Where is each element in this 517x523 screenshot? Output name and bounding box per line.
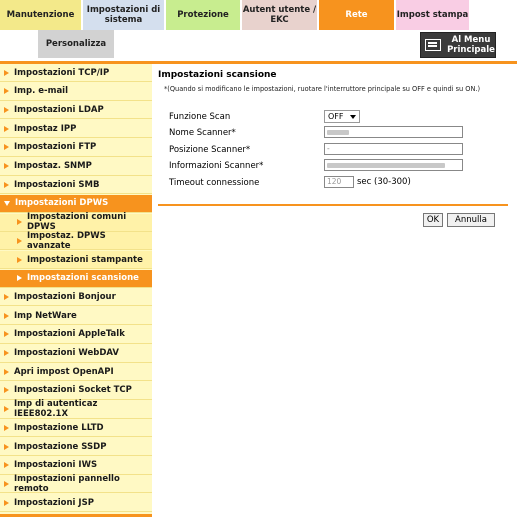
arrow-right-icon — [4, 462, 9, 468]
ok-button[interactable]: OK — [423, 213, 443, 227]
sidebar-item-ipp[interactable] — [0, 120, 152, 138]
sidebar-item-ftp[interactable] — [0, 139, 152, 157]
scanner-info-input[interactable] — [324, 159, 463, 171]
redacted-value — [327, 130, 349, 135]
arrow-right-icon — [17, 257, 22, 263]
sidebar-item-label: Impostazioni DPWS — [15, 198, 109, 209]
sidebar-item-ssdp[interactable] — [0, 438, 152, 456]
arrow-right-icon — [4, 126, 9, 132]
page-title: Impostazioni scansione — [158, 70, 277, 80]
sidebar-item-label: Impostazioni IWS — [14, 460, 98, 471]
arrow-right-icon — [17, 275, 22, 281]
scanner-position-value: - — [327, 144, 330, 153]
tab-user-auth[interactable]: Autent utente / EKC — [242, 0, 318, 30]
sidebar-item-label: Impostazioni SMB — [14, 179, 100, 190]
dropdown-caret-icon — [350, 115, 356, 119]
timeout-input[interactable]: 120 — [324, 176, 354, 188]
sidebar-item-label: Impostazioni Socket TCP — [14, 385, 132, 396]
sidebar-item-label: Impostazioni FTP — [14, 142, 97, 153]
sidebar-item-label: Impostazione SSDP — [14, 441, 107, 452]
scanner-position-input[interactable] — [324, 143, 463, 155]
sidebar-item-label: Apri impost OpenAPI — [14, 366, 114, 377]
sidebar-item-ldap[interactable] — [0, 101, 152, 119]
sidebar-item-remote-panel[interactable] — [0, 475, 152, 493]
sidebar-item-label: Impostazioni scansione — [27, 273, 139, 284]
arrow-right-icon — [17, 219, 22, 225]
sidebar-item-label: Impostazioni stampante — [27, 254, 143, 265]
sidebar-item-socket-tcp[interactable] — [0, 382, 152, 400]
sidebar-item-ieee8021x[interactable] — [0, 401, 152, 419]
arrow-right-icon — [4, 406, 9, 412]
tab-maintenance[interactable]: Manutenzione — [0, 0, 82, 30]
top-tab-bar — [0, 0, 517, 30]
arrow-right-icon — [4, 294, 9, 300]
arrow-right-icon — [4, 182, 9, 188]
sidebar-bottom-divider — [0, 514, 152, 517]
arrow-right-icon — [4, 313, 9, 319]
sidebar-item-label: Imp. e-mail — [14, 86, 69, 97]
sidebar — [0, 64, 152, 514]
sidebar-item-label: Impostazioni AppleTalk — [14, 329, 125, 340]
scanner-position-label: Posizione Scanner* — [169, 145, 251, 155]
sidebar-item-label: Imp NetWare — [14, 310, 77, 321]
sidebar-item-label: Impostazioni LDAP — [14, 104, 104, 115]
sidebar-item-label: Impostazioni WebDAV — [14, 348, 119, 358]
scanner-name-label: Nome Scanner* — [169, 128, 236, 138]
scan-function-select[interactable] — [324, 110, 360, 123]
sidebar-item-webdav[interactable] — [0, 345, 152, 363]
restart-note: *(Quando si modificano le impostazioni, ruotare l'interruttore principale su OFF e quindi su ON.) — [164, 85, 481, 93]
arrow-right-icon — [4, 163, 9, 169]
arrow-down-icon — [4, 201, 10, 206]
sidebar-item-dpws-common[interactable] — [0, 214, 152, 232]
sidebar-item-label: Impostazioni pannello remoto — [14, 473, 120, 494]
sidebar-item-label: Impostazioni JSP — [14, 497, 94, 508]
timeout-unit: sec (30-300) — [357, 177, 411, 187]
sidebar-item-email[interactable] — [0, 83, 152, 101]
arrow-right-icon — [4, 481, 9, 487]
scan-function-value: OFF — [328, 112, 344, 121]
main-menu-button[interactable] — [420, 32, 496, 58]
sidebar-item-label: Impostaz. DPWS avanzate — [27, 230, 106, 251]
sidebar-item-smb[interactable] — [0, 176, 152, 194]
tab-print-settings[interactable]: Impost stampa — [396, 0, 470, 30]
sidebar-item-iws[interactable] — [0, 457, 152, 475]
sidebar-item-jsp[interactable] — [0, 494, 152, 512]
arrow-right-icon — [4, 331, 9, 337]
sidebar-item-lltd[interactable] — [0, 419, 152, 437]
sidebar-item-label: Impostazioni Bonjour — [14, 291, 116, 302]
sidebar-item-label: Impostazioni comuni DPWS — [27, 212, 127, 233]
sidebar-item-bonjour[interactable] — [0, 288, 152, 306]
sidebar-item-tcpip[interactable] — [0, 64, 152, 82]
sidebar-item-label: Impostaz IPP — [14, 123, 77, 134]
arrow-right-icon — [4, 144, 9, 150]
redacted-value — [327, 163, 445, 168]
sidebar-item-appletalk[interactable] — [0, 326, 152, 344]
arrow-right-icon — [4, 70, 9, 76]
tab-customize[interactable]: Personalizza — [38, 30, 114, 58]
arrow-right-icon — [4, 350, 9, 356]
sidebar-item-dpws-advanced[interactable] — [0, 232, 152, 250]
arrow-right-icon — [4, 425, 9, 431]
sidebar-item-scan-settings[interactable] — [0, 270, 152, 288]
arrow-right-icon — [4, 88, 9, 94]
arrow-right-icon — [4, 387, 9, 393]
arrow-right-icon — [4, 500, 9, 506]
tab-security[interactable]: Protezione — [166, 0, 241, 30]
cancel-button[interactable]: Annulla — [447, 213, 495, 227]
sidebar-item-label: Impostaz. SNMP — [14, 161, 92, 171]
content-divider — [158, 204, 508, 206]
tab-system-settings[interactable]: Impostazioni di sistema — [83, 0, 165, 30]
sidebar-item-openapi[interactable] — [0, 363, 152, 381]
sidebar-item-snmp[interactable] — [0, 158, 152, 176]
sidebar-item-label: Imp di autenticaz IEEE802.1X — [14, 399, 98, 420]
scanner-info-label: Informazioni Scanner* — [169, 161, 264, 171]
arrow-right-icon — [4, 444, 9, 450]
arrow-right-icon — [4, 107, 9, 113]
sidebar-item-printer-settings[interactable] — [0, 251, 152, 269]
sidebar-item-dpws[interactable] — [0, 195, 152, 213]
timeout-label: Timeout connessione — [169, 178, 260, 188]
menu-icon — [425, 39, 441, 51]
scan-function-label: Funzione Scan — [169, 112, 231, 122]
main-menu-label: Al Menu Principale — [447, 35, 495, 55]
sidebar-item-netware[interactable] — [0, 307, 152, 325]
arrow-right-icon — [4, 369, 9, 375]
tab-network[interactable]: Rete — [319, 0, 395, 30]
arrow-right-icon — [17, 238, 22, 244]
scanner-name-input[interactable] — [324, 126, 463, 138]
sidebar-item-label: Impostazione LLTD — [14, 422, 104, 433]
sidebar-item-label: Impostazioni TCP/IP — [14, 67, 110, 78]
